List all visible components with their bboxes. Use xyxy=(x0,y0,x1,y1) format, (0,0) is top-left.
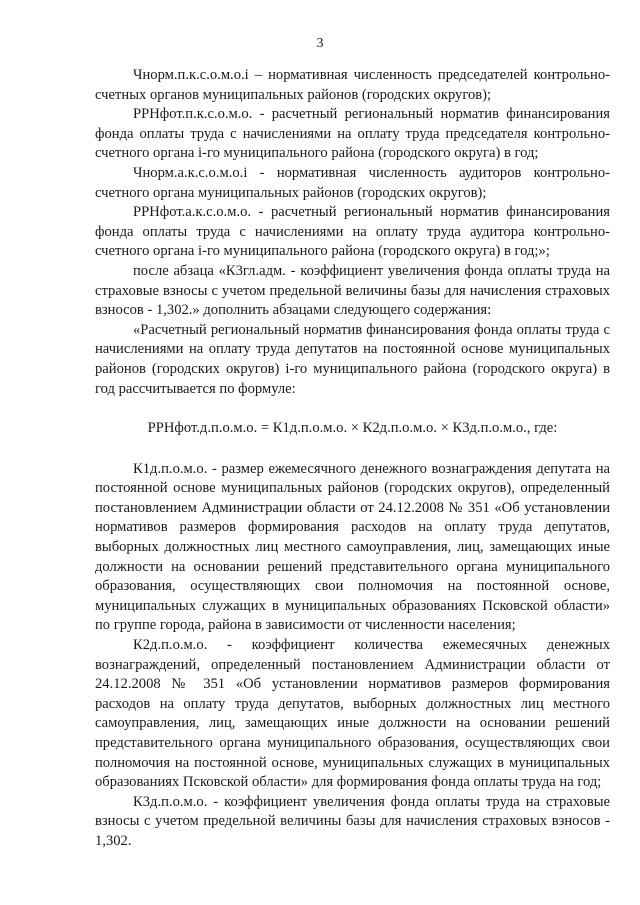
paragraph-insert-instruction: после абзаца «К3гл.адм. - коэффициент увеличения фонда оплаты труда на страховые взносы с учетом предельной величины базы для начисления страховых взносов - 1,302.» дополнить абзацами следующего содержания: xyxy=(95,262,610,319)
page-number: 3 xyxy=(316,36,324,51)
paragraph-rrn-chairman: РРНфот.п.к.с.о.м.о. - расчетный региональный норматив финансирования фонда оплаты труда с начислениями на оплату труда председателя контрольно-счетного органа i-го муниципального района (городского округа) в год; xyxy=(95,106,610,162)
paragraph-k2-definition: К2д.п.о.м.о. - коэффициент количества ежемесячных денежных вознаграждений, определенный постановлением Администрации области от 24.12.2008 № 351 «Об установлении нормативов размеров формирования расходов на оплату труда депутатов, выборных должностных лиц местного самоуправления, лиц, замещающих иные должности на основании решений представительного органа муниципального образования, осуществляющих свои полномочия на постоянной основе, муниципальных служащих в муниципальных образованиях Псковской области» для формирования фонда оплаты труда на год; xyxy=(95,637,610,791)
paragraph-k3-definition: К3д.п.о.м.о. - коэффициент увеличения фонда оплаты труда на страховые взносы с учетом предельной величины базы для начисления страховых взносов - 1,302. xyxy=(95,793,610,849)
paragraph-deputies-norm-intro: «Расчетный региональный норматив финансирования фонда оплаты труда с начислениями на оплату труда депутатов на постоянной основе муниципальных районов (городских округов) i-го муниципального района (городского округа) в год рассчитывается по формуле: xyxy=(95,321,610,397)
paragraph-chnorm-auditors: Чнорм.а.к.с.о.м.о.i - нормативная численность аудиторов контрольно-счетного органа муниципальных районов (городских округов); xyxy=(95,164,610,201)
document-body xyxy=(95,66,610,852)
paragraph-chnorm-chairmen: Чнорм.п.к.с.о.м.о.i – нормативная численность председателей контрольно-счетных органов муниципальных районов (городских округов); xyxy=(95,67,610,103)
paragraph-rrn-auditor: РРНфот.а.к.с.о.м.о. - расчетный региональный норматив финансирования фонда оплаты труда с начислениями на оплату труда аудитора контрольно-счетного органа i-го муниципального района (городского округа) в год;»; xyxy=(95,204,610,260)
formula: РРНфот.д.п.о.м.о. = К1д.п.о.м.о. × К2д.п.о.м.о. × К3д.п.о.м.о., где: xyxy=(147,420,558,437)
paragraph-k1-definition: К1д.п.о.м.о. - размер ежемесячного денежного вознаграждения депутата на постоянной основе муниципальных районов (городских округов), определенный постановлением Администрации области от 24.12.2008 № 351 «Об установлении нормативов размеров формирования расходов на оплату труда депутатов, выборных должностных лиц местного самоуправления, лиц, замещающих иные должности на основании решений представительного органа муниципального образования, осуществляющих свои полномочия на постоянной основе, муниципальных служащих в муниципальных образованиях Псковской области» по группе города, района в зависимости от численности населения; xyxy=(95,460,610,634)
